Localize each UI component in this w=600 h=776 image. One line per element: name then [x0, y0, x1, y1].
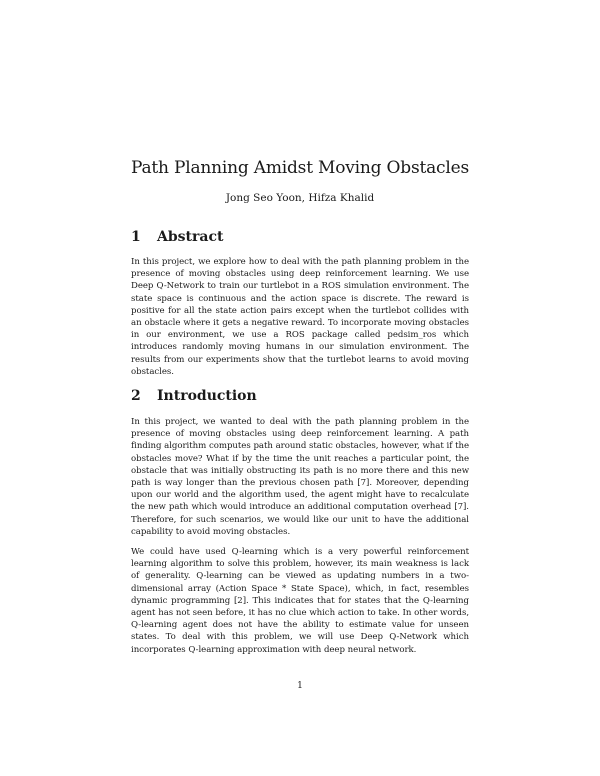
introduction-paragraph-2: We could have used Q-learning which is a very powerful reinforcement learning algorithm to solve this problem, however, its main weakness is lack of generality. Q-learning can be viewed as updating numbers in a two-dimensional array (Action Space * State Space), which, in fact, resembles dynamic programming [2]. This indicates that for states that the Q-learning agent has not seen before, it has no clue which action to take. In other words, Q-learning agent does not have the ability to estimate value for unseen states. To deal with this problem, we will use Deep Q-Network which incorporates Q-learning approximation with deep neural network.	[131, 547, 469, 655]
section-heading-introduction	[131, 388, 257, 404]
section-number: 2	[131, 388, 141, 404]
paper-title: Path Planning Amidst Moving Obstacles	[130, 158, 470, 178]
section-title: Introduction	[157, 388, 257, 404]
section-heading-abstract	[131, 229, 223, 245]
section-title: Abstract	[157, 229, 224, 245]
abstract-paragraph: In this project, we explore how to deal with the path planning problem in the presence of moving obstacles using deep reinforcement learning. We use Deep Q-Network to train our turtlebot in a ROS simulation environment. The state space is continuous and the action space is discrete. The reward is positive for all the state action pairs except when the turtlebot collides with an obstacle where it gets a negative reward. To incorporate moving obstacles in our environment, we use a ROS package called pedsim_ros which introduces randomly moving humans in our simulation environment. The results from our experiments show that the turtlebot learns to avoid moving obstacles.	[131, 257, 469, 377]
introduction-paragraph-1: In this project, we wanted to deal with the path planning problem in the presence of moving obstacles using deep reinforcement learning. A path finding algorithm computes path around static obstacles, however, what if the obstacles move? What if by the time the unit reaches a particular point, the obstacle that was initially obstructing its path is no more there and this new path is way longer than the previous chosen path [7]. Moreover, depending upon our world and the algorithm used, the agent might have to recalculate the new path which would introduce an additional computation overhead [7]. Therefore, for such scenarios, we would like our unit to have the additional capability to avoid moving obstacles.	[131, 417, 469, 537]
page-number: 1	[297, 681, 303, 691]
section-number: 1	[131, 229, 141, 245]
paper-authors: Jong Seo Yoon, Hifza Khalid	[225, 192, 375, 204]
